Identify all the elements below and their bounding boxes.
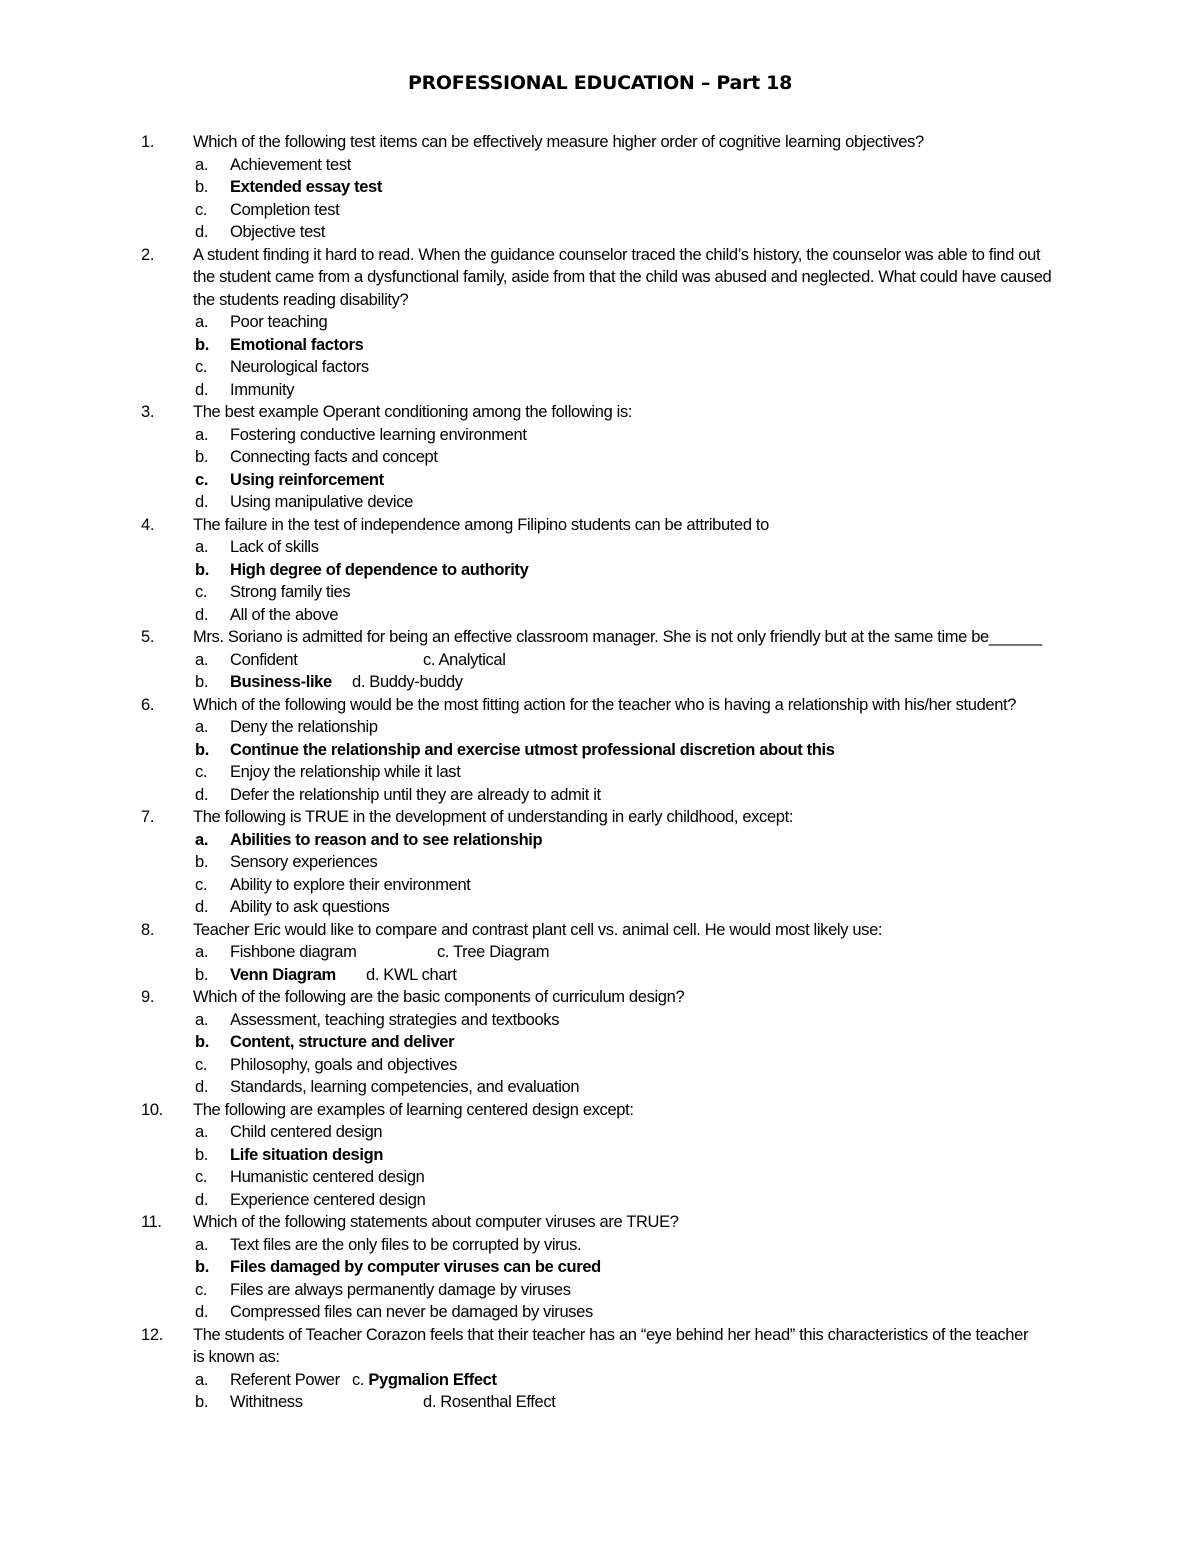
answer-option [0, 356, 1200, 379]
question-line [0, 1324, 1200, 1347]
option-text: High degree of dependence to authority [230, 560, 529, 579]
option-letter: b. [195, 673, 209, 691]
answer-option [0, 424, 1200, 447]
option-text: Deny the relationship [230, 718, 378, 736]
option-text: Venn Diagram [230, 965, 336, 984]
question-line [0, 244, 1200, 267]
option-label: c. Tree Diagram [437, 943, 550, 961]
option-text: Philosophy, goals and objectives [230, 1055, 457, 1074]
option-text: Text files are the only files to be corrupted by virus. [230, 1235, 582, 1254]
option-letter: c. [195, 763, 208, 781]
option-letter: d. [195, 605, 209, 624]
option-letter: a. [195, 425, 209, 444]
option-text: Objective test [230, 223, 326, 241]
answer-option [0, 761, 1200, 784]
question-number: 3. [141, 403, 155, 421]
question-line [0, 806, 1200, 829]
question-number: 8. [141, 920, 155, 939]
option-letter: b. [195, 853, 209, 871]
option-label: d. KWL chart [366, 965, 457, 984]
option-text-column-2 [366, 964, 457, 987]
option-text: Compressed files can never be damaged by viruses [230, 1303, 593, 1321]
option-text: Fostering conductive learning environment [230, 425, 527, 444]
option-text: Assessment, teaching strategies and textbooks [230, 1010, 560, 1029]
question-number: 11. [141, 1213, 162, 1231]
option-text: Connecting facts and concept [230, 448, 438, 466]
question-line [0, 919, 1200, 942]
answer-option [0, 784, 1200, 807]
option-letter: a. [195, 538, 209, 556]
option-letter: b. [195, 1145, 209, 1164]
option-text: Life situation design [230, 1145, 384, 1164]
option-label: d. Rosenthal Effect [423, 1393, 556, 1411]
option-letter: d. [195, 380, 209, 399]
question-text: Which of the following statements about computer viruses are TRUE? [193, 1213, 679, 1231]
option-text: Extended essay test [230, 178, 383, 196]
option-letter: d. [195, 493, 209, 511]
option-text-column-2 [423, 1391, 555, 1414]
question-line [0, 266, 1200, 289]
question-text: A student finding it hard to read. When the guidance counselor traced the child’s history, the counselor was able to find out [193, 245, 1041, 264]
answer-option [0, 896, 1200, 919]
answer-option [0, 1144, 1200, 1167]
option-text: Continue the relationship and exercise utmost professional discretion about this [230, 740, 835, 759]
answer-option [0, 199, 1200, 222]
answer-option [0, 536, 1200, 559]
question-number: 6. [141, 695, 155, 714]
option-letter: b. [195, 740, 209, 759]
option-text: Standards, learning competencies, and evaluation [230, 1078, 580, 1096]
question-line [0, 514, 1200, 537]
answer-option [0, 1256, 1200, 1279]
option-text: Using reinforcement [230, 470, 384, 489]
option-letter: a. [195, 830, 209, 849]
question-text: the student came from a dysfunctional family, aside from that the child was abused and neglected. What could have caused [193, 268, 1052, 286]
answer-option [0, 311, 1200, 334]
answer-option [0, 334, 1200, 357]
answer-option [0, 874, 1200, 897]
option-letter: a. [195, 650, 209, 669]
question-number: 7. [141, 808, 155, 826]
answer-option [0, 739, 1200, 762]
page-title: PROFESSIONAL EDUCATION – Part 18 [407, 72, 793, 94]
option-letter: b. [195, 335, 209, 354]
option-text: Content, structure and deliver [230, 1033, 455, 1051]
answer-option [0, 1391, 1200, 1414]
option-text: Neurological factors [230, 358, 369, 376]
question-number: 12. [141, 1325, 163, 1344]
answer-option [0, 604, 1200, 627]
question-line [0, 1099, 1200, 1122]
question-text: The following is TRUE in the development of understanding in early childhood, except: [193, 808, 794, 826]
option-text: Lack of skills [230, 538, 319, 556]
answer-option [0, 559, 1200, 582]
option-text: Ability to ask questions [230, 898, 390, 916]
answer-option [0, 446, 1200, 469]
option-text: Emotional factors [230, 335, 364, 354]
question-text: The best example Operant conditioning among the following is: [193, 403, 633, 421]
option-letter: b. [195, 178, 209, 196]
answer-option [0, 829, 1200, 852]
question-line [0, 694, 1200, 717]
option-letter: b. [195, 448, 209, 466]
option-letter: a. [195, 155, 209, 174]
answer-option [0, 964, 1200, 987]
option-label: c. Analytical [423, 650, 506, 669]
question-number: 9. [141, 988, 155, 1006]
answer-option [0, 176, 1200, 199]
answer-option [0, 1031, 1200, 1054]
question-line [0, 131, 1200, 154]
answer-option [0, 649, 1200, 672]
question-text: Which of the following test items can be effectively measure higher order of cognitive learning objectives? [193, 133, 924, 151]
question-line [0, 1346, 1200, 1369]
question-line [0, 1211, 1200, 1234]
question-text: The following are examples of learning centered design except: [193, 1100, 634, 1119]
answer-option [0, 1076, 1200, 1099]
answer-option [0, 1009, 1200, 1032]
answer-option [0, 1189, 1200, 1212]
question-number: 1. [141, 133, 155, 151]
question-text: Teacher Eric would like to compare and contrast plant cell vs. animal cell. He would most likely use: [193, 920, 883, 939]
answer-option [0, 851, 1200, 874]
option-text-column-2 [437, 941, 549, 964]
answer-option [0, 1054, 1200, 1077]
option-text: Humanistic centered design [230, 1168, 425, 1186]
answer-option [0, 1166, 1200, 1189]
question-text: is known as: [193, 1348, 280, 1366]
answer-option [0, 671, 1200, 694]
option-text: Immunity [230, 380, 295, 399]
option-text: Using manipulative device [230, 493, 413, 511]
option-letter: c. [195, 1168, 208, 1186]
answer-option [0, 581, 1200, 604]
option-text: Sensory experiences [230, 853, 378, 871]
question-text: Which of the following are the basic components of curriculum design? [193, 988, 685, 1006]
option-text: Enjoy the relationship while it last [230, 763, 461, 781]
option-text: Poor teaching [230, 313, 328, 331]
option-text: Strong family ties [230, 583, 351, 601]
option-text: Files damaged by computer viruses can be cured [230, 1258, 601, 1276]
option-text: Child centered design [230, 1123, 383, 1141]
option-letter: a. [195, 1370, 209, 1389]
option-text-column-2 [352, 671, 463, 694]
option-label: Pygmalion Effect [368, 1370, 497, 1389]
question-line [0, 289, 1200, 312]
option-letter: b. [195, 1393, 209, 1411]
option-letter: d. [195, 1078, 209, 1096]
option-letter: d. [195, 898, 209, 916]
option-text: Achievement test [230, 155, 351, 174]
question-number: 4. [141, 515, 155, 534]
question-number: 2. [141, 245, 155, 264]
option-letter: b. [195, 1258, 209, 1276]
option-text: Withitness [230, 1393, 303, 1411]
option-letter: c. [195, 1055, 208, 1074]
question-number: 10. [141, 1100, 163, 1119]
answer-option [0, 941, 1200, 964]
option-text: Fishbone diagram [230, 943, 357, 961]
option-letter: a. [195, 718, 209, 736]
answer-option [0, 1369, 1200, 1392]
option-text: Referent Power [230, 1370, 340, 1389]
option-letter: d. [195, 1190, 209, 1209]
answer-option [0, 491, 1200, 514]
option-letter: c. [195, 583, 208, 601]
answer-option [0, 221, 1200, 244]
answer-option [0, 379, 1200, 402]
option-text: Experience centered design [230, 1190, 426, 1209]
option-letter: d. [195, 785, 209, 804]
answer-option [0, 716, 1200, 739]
option-letter: c. [195, 1280, 208, 1299]
option-letter: a. [195, 1010, 209, 1029]
option-text: Completion test [230, 200, 340, 219]
question-line [0, 626, 1200, 649]
option-text-column-2: c. Pygmalion Effect [352, 1370, 497, 1389]
option-letter: a. [195, 313, 209, 331]
question-text: Which of the following would be the most fitting action for the teacher who is having a relationship with his/her student? [193, 695, 1017, 714]
option-letter: c. [195, 358, 208, 376]
option-letter: c. [195, 470, 209, 489]
option-letter: c. [195, 875, 208, 894]
option-text: Business-like [230, 673, 332, 691]
option-letter: d. [195, 223, 209, 241]
question-number: 5. [141, 628, 155, 646]
answer-option [0, 1234, 1200, 1257]
option-letter: c. [195, 200, 208, 219]
option-text: Abilities to reason and to see relationship [230, 830, 543, 849]
option-text: Ability to explore their environment [230, 875, 471, 894]
option-letter: b. [195, 1033, 209, 1051]
option-text: All of the above [230, 605, 339, 624]
answer-option [0, 1279, 1200, 1302]
option-letter: a. [195, 943, 209, 961]
question-line [0, 401, 1200, 424]
question-text: The failure in the test of independence among Filipino students can be attributed to [193, 515, 769, 534]
question-line [0, 986, 1200, 1009]
option-text: Defer the relationship until they are already to admit it [230, 785, 601, 804]
option-letter: b. [195, 965, 209, 984]
answer-option [0, 154, 1200, 177]
option-letter: b. [195, 560, 209, 579]
option-text: Confident [230, 650, 298, 669]
answer-option [0, 469, 1200, 492]
question-text: Mrs. Soriano is admitted for being an effective classroom manager. She is not only friendly but at the same time be______ [193, 628, 1042, 646]
option-text: Files are always permanently damage by viruses [230, 1280, 571, 1299]
option-text-column-2 [423, 649, 506, 672]
option-label: d. Buddy-buddy [352, 673, 463, 691]
answer-option [0, 1301, 1200, 1324]
question-list [0, 131, 1200, 1414]
option-letter: a. [195, 1123, 209, 1141]
question-text: the students reading disability? [193, 290, 409, 309]
question-text: The students of Teacher Corazon feels that their teacher has an “eye behind her head” this characteristics of the teacher [193, 1325, 1029, 1344]
option-letter: d. [195, 1303, 209, 1321]
answer-option [0, 1121, 1200, 1144]
option-letter: a. [195, 1235, 209, 1254]
